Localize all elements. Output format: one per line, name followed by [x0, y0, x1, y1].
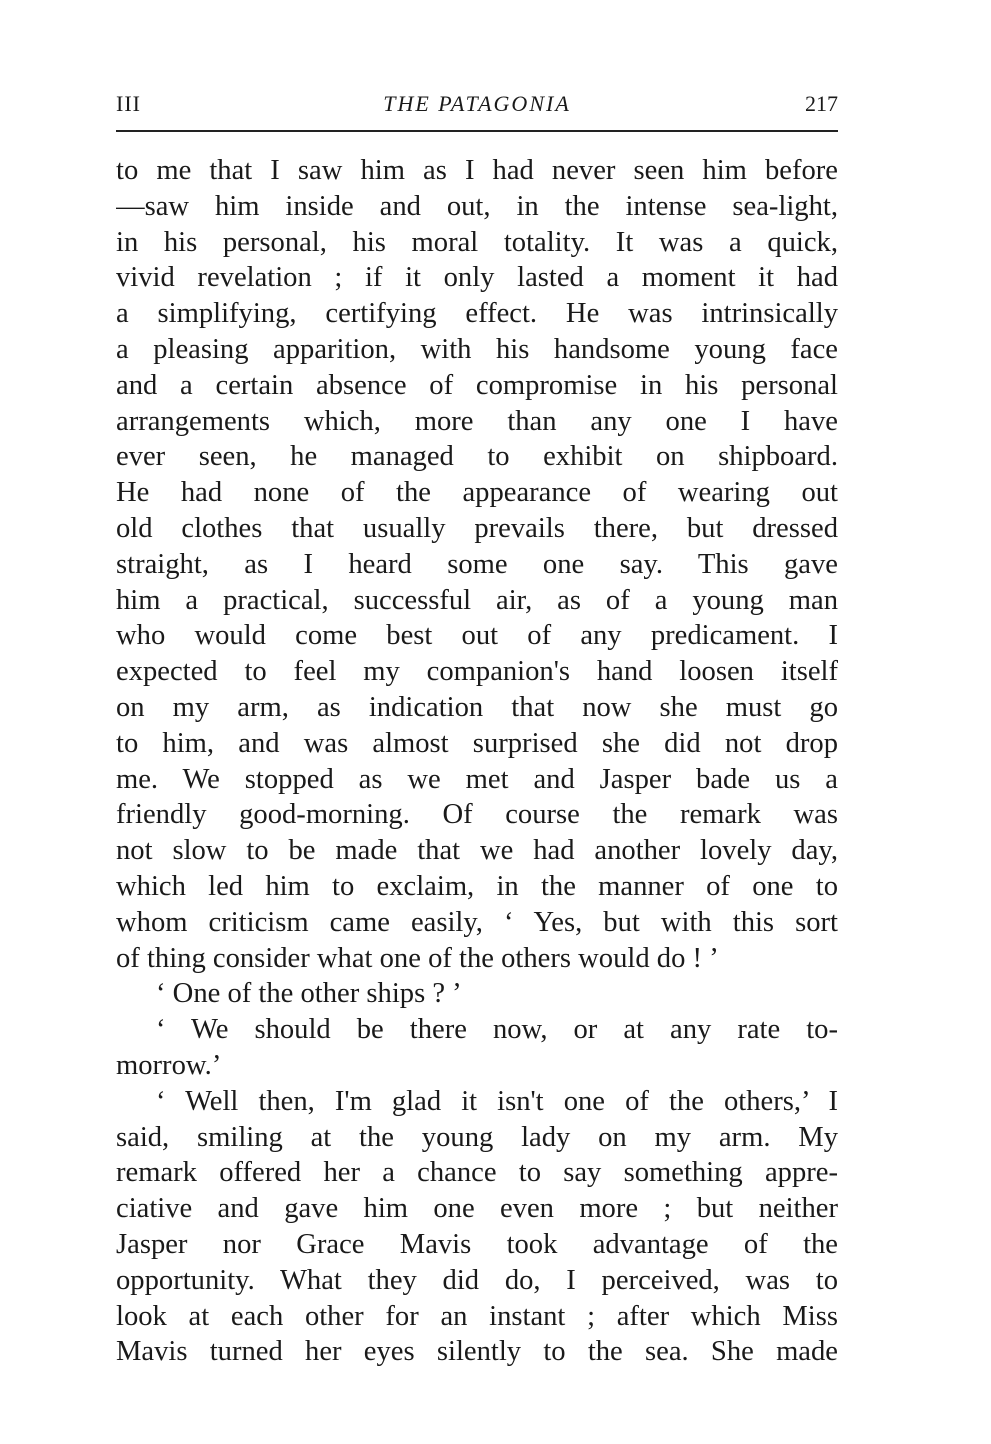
text-line: ‘ One of the other ships ? ’ [156, 978, 462, 1010]
text-line: old clothes that usually prevails there, but dressed [116, 512, 838, 544]
text-line: look at each other for an instant ; after which Miss [116, 1300, 838, 1332]
header-rule [116, 130, 838, 132]
text-line: vivid revelation ; if it only lasted a moment it had [116, 262, 838, 294]
text-line: expected to feel my companion's hand loosen itself [116, 656, 838, 688]
text-line: who would come best out of any predicament. I [116, 620, 838, 652]
text-line: Jasper nor Grace Mavis took advantage of the [116, 1228, 838, 1260]
text-line: remark offered her a chance to say something appre- [116, 1157, 838, 1189]
page-number: 217 [805, 91, 838, 116]
text-line: to me that I saw him as I had never seen him before [116, 155, 838, 186]
text-line: ever seen, he managed to exhibit on shipboard. [116, 441, 838, 473]
text-line: in his personal, his moral totality. It was a quick, [116, 226, 838, 258]
text-line: friendly good-morning. Of course the remark was [116, 799, 838, 831]
text-line: morrow.’ [116, 1049, 222, 1081]
running-title: THE PATAGONIA [383, 91, 571, 116]
text-line: Mavis turned her eyes silently to the sea. She made [116, 1336, 838, 1368]
text-line: a pleasing apparition, with his handsome young face [116, 333, 838, 365]
text-line: ‘ Well then, I'm glad it isn't one of the others,’ I [156, 1085, 838, 1117]
text-line: of thing consider what one of the others would do ! ’ [116, 942, 719, 974]
text-line: —saw him inside and out, in the intense sea-light, [116, 190, 838, 222]
text-line: opportunity. What they did do, I perceived, was to [116, 1264, 838, 1296]
text-line: ‘ We should be there now, or at any rate to- [156, 1014, 838, 1046]
text-line: ciative and gave him one even more ; but neither [116, 1193, 838, 1225]
text-line: not slow to be made that we had another lovely day, [116, 835, 838, 867]
text-line: me. We stopped as we met and Jasper bade us a [116, 763, 838, 795]
text-line: and a certain absence of compromise in his personal [116, 369, 838, 401]
text-line: a simplifying, certifying effect. He was intrinsically [116, 298, 838, 330]
running-head [116, 86, 838, 122]
text-line: which led him to exclaim, in the manner of one to [116, 870, 838, 902]
text-line: arrangements which, more than any one I have [116, 405, 838, 437]
text-line: straight, as I heard some one say. This gave [116, 548, 838, 580]
text-line: to him, and was almost surprised she did not drop [116, 727, 838, 759]
text-line: whom criticism came easily, ‘ Yes, but with this sort [116, 906, 838, 938]
body-text [116, 153, 838, 1370]
text-line: He had none of the appearance of wearing out [116, 477, 838, 509]
text-line: him a practical, successful air, as of a young man [116, 584, 838, 616]
text-line: said, smiling at the young lady on my arm. My [116, 1121, 838, 1153]
text-line: on my arm, as indication that now she must go [116, 691, 838, 723]
chapter-number: III [116, 91, 141, 116]
